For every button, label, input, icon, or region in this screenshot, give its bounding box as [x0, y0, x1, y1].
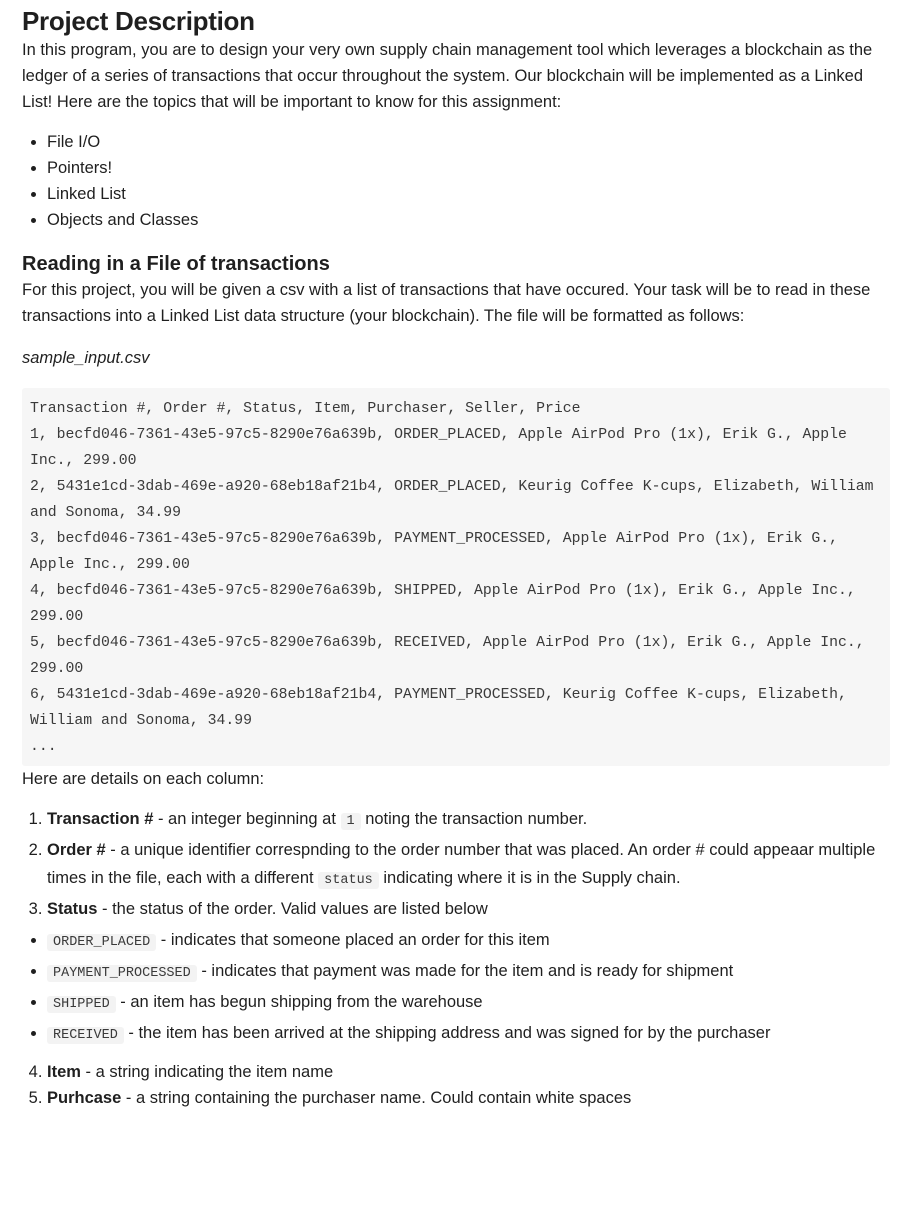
column-item-transaction: 1. Transaction # - an integer beginning at 1 noting the transaction number.: [47, 805, 890, 836]
list-item: • File I/O: [47, 129, 890, 155]
list-item: • ORDER_PLACED - indicates that someone placed an order for this item: [47, 926, 890, 957]
list-item: • SHIPPED - an item has begun shipping from the warehouse: [47, 988, 890, 1019]
topics-list: [22, 129, 890, 233]
intro-paragraph: In this program, you are to design your very own supply chain management tool which leverages a blockchain as the ledger of a series of transactions that occur throughout the system. Our blockchain will be implemented as a Linked List! Here are the topics that will be important to know for this assignment:: [22, 41, 873, 111]
inline-code: RECEIVED: [47, 1027, 124, 1044]
list-item: • Pointers!: [47, 155, 890, 181]
inline-code: status: [318, 872, 379, 889]
column-item-item: 4. Item - a string indicating the item name: [47, 1059, 890, 1085]
section-description: For this project, you will be given a csv with a list of transactions that have occured. Your task will be to read in these transactions into a Linked List data structure (your blockchain). The file will be formatted as follows:: [22, 281, 871, 325]
code-line: 2, 5431e1cd-3dab-469e-a920-68eb18af21b4, ORDER_PLACED, Keurig Coffee K-cups, Elizabeth, William and Sonoma, 34.99: [30, 479, 883, 521]
list-item: • Linked List: [47, 181, 890, 207]
column-item-order: 2. Order # - a unique identifier correspnding to the order number that was placed. An order # could appeaar multiple times in the file, each with a different status indicating where it is in the Supply chain.: [47, 836, 890, 895]
code-block: [22, 388, 890, 766]
column-name: Transaction #: [47, 810, 154, 828]
code-line: 3, becfd046-7361-43e5-97c5-8290e76a639b, PAYMENT_PROCESSED, Apple AirPod Pro (1x), Erik G., Apple Inc., 299.00: [30, 531, 847, 573]
column-list-continued: [22, 1059, 890, 1111]
list-item: • RECEIVED - the item has been arrived at the shipping address and was signed for by the purchaser: [47, 1019, 890, 1050]
list-item: • PAYMENT_PROCESSED - indicates that payment was made for the item and is ready for shipment: [47, 957, 890, 988]
column-item-status: 3. Status - the status of the order. Valid values are listed below: [47, 895, 890, 923]
file-name: sample_input.csv: [22, 349, 150, 367]
code-line: ...: [30, 739, 57, 755]
column-list: [22, 805, 890, 923]
status-list: [22, 926, 890, 1050]
code-line: 1, becfd046-7361-43e5-97c5-8290e76a639b, ORDER_PLACED, Apple AirPod Pro (1x), Erik G., Apple Inc., 299.00: [30, 427, 856, 469]
code-line: 5, becfd046-7361-43e5-97c5-8290e76a639b, RECEIVED, Apple AirPod Pro (1x), Erik G., Apple Inc., 299.00: [30, 635, 874, 677]
list-item: • Objects and Classes: [47, 207, 890, 233]
column-name: Purhcase: [47, 1089, 122, 1107]
details-heading: Here are details on each column:: [22, 770, 265, 788]
code-line: 4, becfd046-7361-43e5-97c5-8290e76a639b, SHIPPED, Apple AirPod Pro (1x), Erik G., Apple Inc., 299.00: [30, 583, 865, 625]
column-name: Order #: [47, 841, 106, 859]
inline-code: PAYMENT_PROCESSED: [47, 965, 197, 982]
section-heading: Reading in a File of transactions: [22, 253, 330, 275]
column-name: Item: [47, 1063, 81, 1081]
inline-code: 1: [341, 813, 361, 830]
page-title: Project Description: [22, 6, 255, 36]
code-line: Transaction #, Order #, Status, Item, Purchaser, Seller, Price: [30, 401, 581, 417]
column-item-purchaser: 5. Purhcase - a string containing the purchaser name. Could contain white spaces: [47, 1085, 890, 1111]
column-name: Status: [47, 900, 98, 918]
inline-code: ORDER_PLACED: [47, 934, 156, 951]
inline-code: SHIPPED: [47, 996, 116, 1013]
code-line: 6, 5431e1cd-3dab-469e-a920-68eb18af21b4, PAYMENT_PROCESSED, Keurig Coffee K-cups, Elizabeth, William and Sonoma, 34.99: [30, 687, 856, 729]
